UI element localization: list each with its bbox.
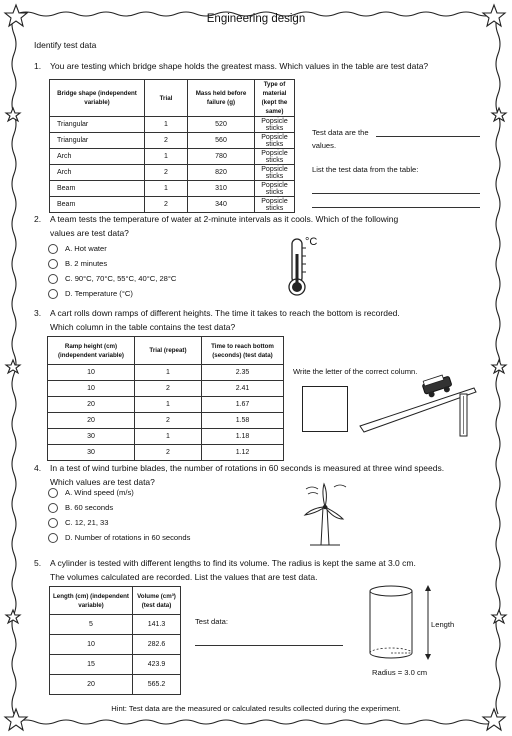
question-text: A cylinder is tested with different lengths to find its volume. The radius is kept the same at 3.0 cm. [50,558,416,568]
table-cell: 1 [145,181,188,197]
table-cell: 423.9 [133,655,181,675]
page-title: Engineering design [206,13,306,25]
option-c[interactable] [48,515,190,530]
table-cell: 1 [135,397,202,413]
table-cell: 1 [145,117,188,133]
length-label: Length [431,620,455,629]
table-cell: 1.58 [202,413,284,429]
table-header: Ramp height (cm) (independent variable) [48,337,135,365]
table-cell: 10 [48,365,135,381]
bridge-table [49,79,295,213]
q4-options [48,485,190,545]
table-row [50,615,181,635]
table-row [50,181,295,197]
table-cell: 2.41 [202,381,284,397]
table-cell: 2 [135,381,202,397]
table-cell: 1 [135,429,202,445]
ramp-table [47,336,284,461]
table-cell: 1 [135,365,202,381]
table-cell: Beam [50,197,145,213]
question-text: values are test data? [50,228,129,238]
table-row [48,429,284,445]
radio-circle[interactable] [48,259,58,269]
table-cell: 10 [50,635,133,655]
option-d[interactable] [48,530,190,545]
option-d[interactable] [48,286,176,301]
table-header: Length (cm) (independent variable) [50,587,133,615]
radio-circle[interactable] [48,274,58,284]
table-row [48,365,284,381]
option-label: B. 2 minutes [65,259,108,268]
table-row [48,445,284,461]
radio-circle[interactable] [48,289,58,299]
table-header: Bridge shape (independent variable) [50,80,145,117]
table-cell: Beam [50,181,145,197]
table-row [50,149,295,165]
table-cell: Popsicle sticks [255,117,295,133]
page-subtitle: Identify test data [34,40,97,50]
table-cell: 2 [145,165,188,181]
table-header: Mass held before failure (g) [188,80,255,117]
table-row [48,413,284,429]
table-header: Trial [145,80,188,117]
option-label: A. Wind speed (m/s) [65,488,134,497]
table-cell: 15 [50,655,133,675]
test-data-label: Test data: [195,617,228,626]
table-cell: 2 [145,197,188,213]
question-2 [34,212,399,240]
table-cell: Triangular [50,117,145,133]
answer-prompt-a: Test data are the [312,128,369,137]
question-text: Which values are test data? [50,477,155,487]
table-cell: 30 [48,429,135,445]
table-row [50,675,181,695]
table-cell: 1.67 [202,397,284,413]
table-cell: Arch [50,149,145,165]
wind-turbine-icon [296,481,354,549]
cylinder-diagram [360,582,440,664]
option-label: C. 90°C, 70°C, 55°C, 40°C, 28°C [65,274,177,283]
table-cell: 30 [48,445,135,461]
table-cell: 820 [188,165,255,181]
table-cell: 5 [50,615,133,635]
question-number: 3. [34,308,42,318]
question-3 [34,306,400,334]
table-row [50,197,295,213]
answer-line[interactable] [376,136,480,137]
table-row [48,397,284,413]
option-a[interactable] [48,485,190,500]
option-a[interactable] [48,241,176,256]
table-cell: Popsicle sticks [255,197,295,213]
radio-circle[interactable] [48,518,58,528]
table-cell: 2 [135,413,202,429]
radius-label: Radius = 3.0 cm [372,668,428,677]
cylinder-table [49,586,181,695]
table-header: Type of material (kept the same) [255,80,295,117]
question-text: A cart rolls down ramps of different heights. The time it takes to reach the bottom is recorded. [50,308,400,318]
table-cell: Popsicle sticks [255,149,295,165]
answer-line[interactable] [312,193,480,194]
table-cell: 20 [48,413,135,429]
table-cell: 10 [48,381,135,397]
table-row [50,117,295,133]
table-cell: Arch [50,165,145,181]
q2-options [48,241,176,301]
table-cell: Popsicle sticks [255,181,295,197]
answer-prompt-a-end: values. [312,141,337,150]
answer-line[interactable] [312,207,480,208]
table-cell: 2 [135,445,202,461]
ramp-cart-diagram [356,374,484,440]
option-label: D. Temperature (°C) [65,289,133,298]
answer-line[interactable] [195,645,343,646]
table-row [50,165,295,181]
table-cell: 2 [145,133,188,149]
option-b[interactable] [48,500,190,515]
question-text: Which column in the table contains the test data? [50,322,236,332]
table-cell: 780 [188,149,255,165]
table-cell: Popsicle sticks [255,133,295,149]
q3-instruction: Write the letter of the correct column. [293,367,418,376]
table-row [48,381,284,397]
table-cell: 520 [188,117,255,133]
option-label: C. 12, 21, 33 [65,518,109,527]
radio-circle[interactable] [48,488,58,498]
option-b[interactable] [48,256,176,271]
radio-circle[interactable] [48,533,58,543]
table-cell: Triangular [50,133,145,149]
table-cell: 1.18 [202,429,284,445]
celsius-label: °C [305,236,318,248]
question-text: A team tests the temperature of water at 2-minute intervals as it cools. Which of the following [50,214,399,224]
table-cell: 282.6 [133,635,181,655]
table-cell: 565.2 [133,675,181,695]
table-cell: 20 [48,397,135,413]
table-cell: Popsicle sticks [255,165,295,181]
option-label: D. Number of rotations in 60 seconds [65,533,191,542]
table-row [50,133,295,149]
radio-circle[interactable] [48,244,58,254]
table-cell: 1.12 [202,445,284,461]
radio-circle[interactable] [48,503,58,513]
question-text: In a test of wind turbine blades, the number of rotations in 60 seconds is measured at three wind speeds. [50,463,445,473]
question-text: You are testing which bridge shape holds the greatest mass. Which values in the table are test data? [50,61,429,71]
table-row [50,635,181,655]
option-label: A. Hot water [65,244,107,253]
question-number: 4. [34,463,42,473]
table-cell: 310 [188,181,255,197]
table-header: Trial (repeat) [135,337,202,365]
question-1 [34,59,429,73]
answer-box[interactable] [302,386,348,432]
question-5 [34,556,416,584]
table-header: Time to reach bottom (seconds) (test data) [202,337,284,365]
table-cell: 1 [145,149,188,165]
table-cell: 141.3 [133,615,181,635]
question-number: 5. [34,558,42,568]
option-label: B. 60 seconds [65,503,114,512]
question-number: 2. [34,214,42,224]
question-text: The volumes calculated are recorded. List the values that are test data. [50,572,318,582]
answer-prompt-b: List the test data from the table: [312,165,419,174]
table-cell: 20 [50,675,133,695]
table-cell: 2.35 [202,365,284,381]
table-cell: 560 [188,133,255,149]
table-row [50,655,181,675]
hint-text: Hint: Test data are the measured or calculated results collected during the experiment. [111,704,401,713]
table-header: Volume (cm³) (test data) [133,587,181,615]
table-cell: 340 [188,197,255,213]
option-c[interactable] [48,271,176,286]
question-number: 1. [34,61,42,71]
